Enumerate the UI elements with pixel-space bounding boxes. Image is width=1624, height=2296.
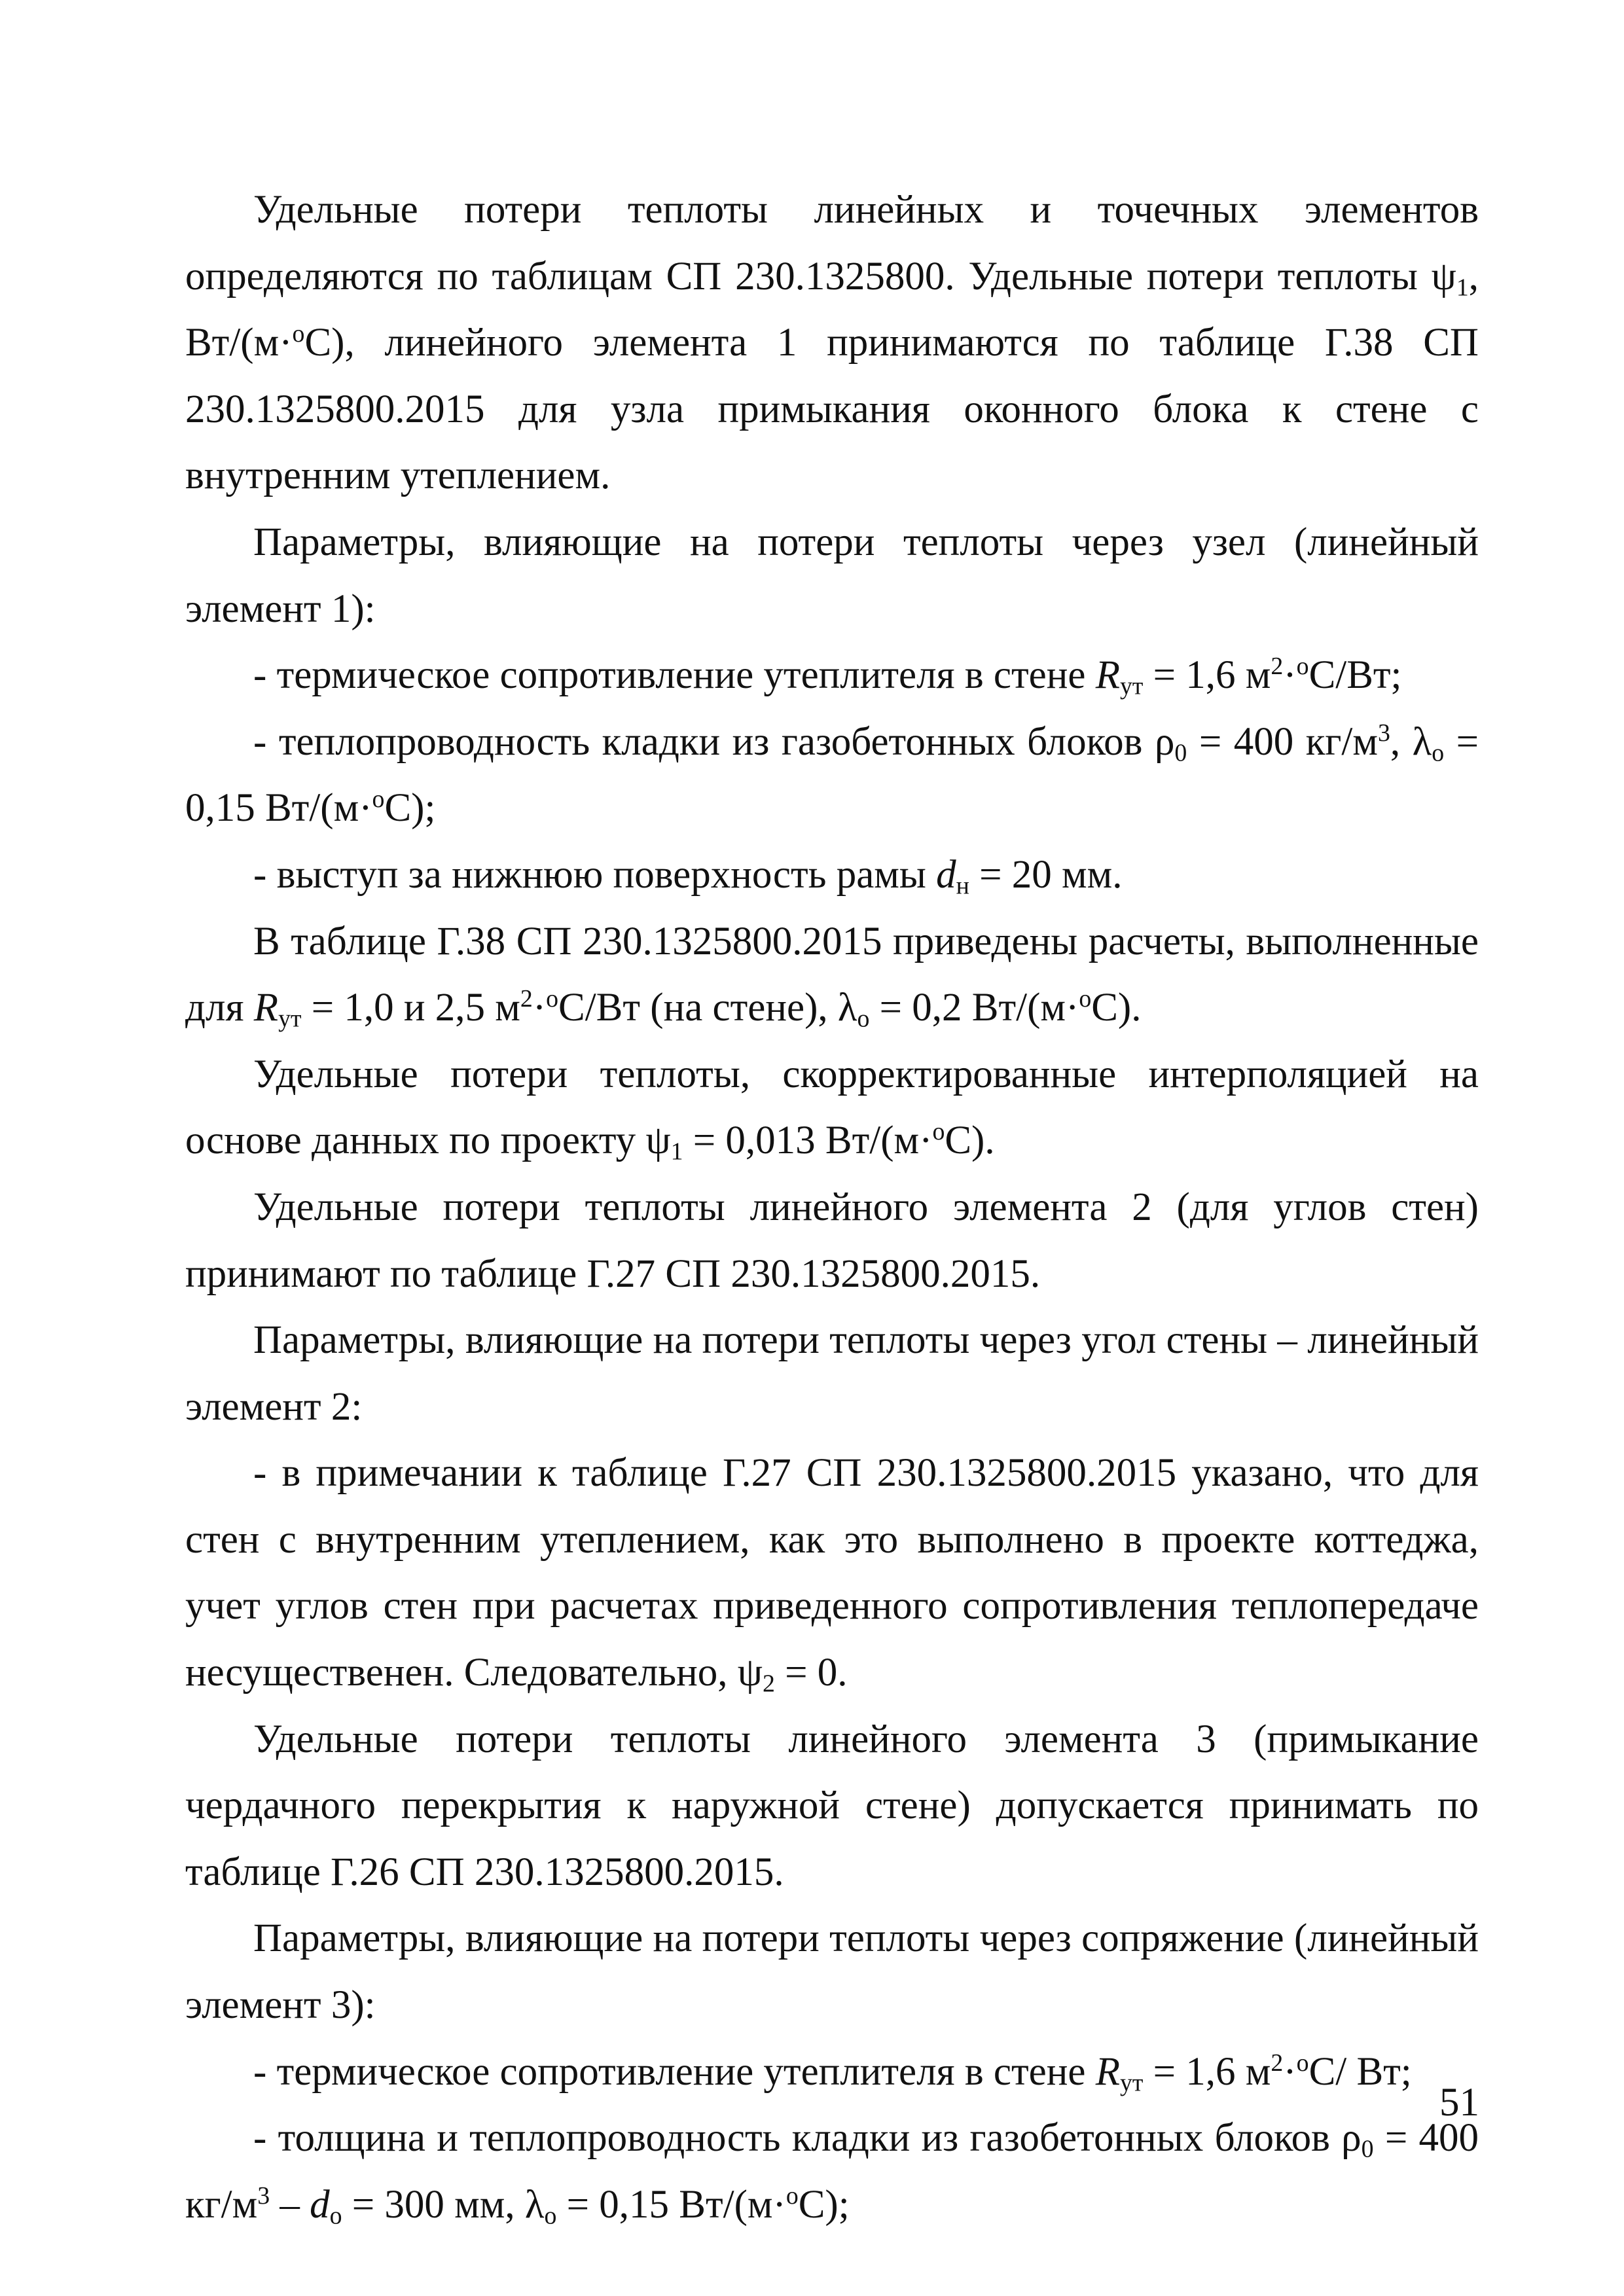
text-run: С/ Вт; [1308, 2049, 1412, 2094]
subscript: н [956, 872, 969, 900]
paragraph-4 [185, 709, 1479, 842]
superscript: 3 [1377, 719, 1390, 747]
text-run: = 0,15 Вт/(м· [556, 2182, 786, 2227]
text-run: Параметры, влияющие на потери теплоты через угол стены – линейный элемент 2: [185, 1318, 1479, 1429]
lambda-symbol: λ [524, 2182, 545, 2227]
text-run: Удельные потери теплоты линейного элемента 2 (для углов стен) принимают по таблице Г.27 СП 230.1325800.2015. [185, 1185, 1479, 1296]
text-run: С). [945, 1119, 995, 1163]
d-symbol: d [936, 852, 956, 897]
superscript: 2 [520, 985, 533, 1013]
text-run: · [532, 986, 547, 1030]
paragraph-11 [185, 1706, 1479, 1906]
text-run: - термическое сопротивление утеплителя в стене [253, 653, 1096, 698]
superscript: 2 [1271, 653, 1284, 681]
text-run: - термическое сопротивление утеплителя в стене [253, 2049, 1096, 2094]
text-run: С), линейного элемента 1 принимаются по таблице Г.38 СП 230.1325800.2015 для узла примыкания оконного блока к стене с внутренним утеплением. [185, 321, 1479, 498]
d-symbol: d [310, 2182, 330, 2227]
r-symbol: R [253, 986, 279, 1030]
document-body [185, 177, 1479, 2238]
paragraph-8 [185, 1174, 1479, 1307]
paragraph-1 [185, 177, 1479, 509]
lambda-symbol: λ [1412, 719, 1432, 764]
degree-mark: о [292, 320, 305, 348]
subscript: о [1432, 739, 1445, 767]
text-run: В таблице Г.38 СП 230.1325800.2015 приведены расчеты, выполненные для [185, 919, 1479, 1030]
subscript: ут [278, 1005, 302, 1033]
psi-symbol: ψ [1431, 254, 1456, 298]
text-run: - теплопроводность кладки из газобетонных блоков [253, 719, 1155, 764]
paragraph-3 [185, 642, 1479, 709]
text-run: = 0,15 Вт/(м· [185, 719, 1479, 831]
paragraph-10 [185, 1440, 1479, 1706]
text-run: С/Вт (на стене), [558, 986, 838, 1030]
text-run: С); [798, 2182, 850, 2227]
text-run: = 1,6 м [1143, 2049, 1271, 2094]
paragraph-7 [185, 1041, 1479, 1174]
text-run: - толщина и теплопроводность кладки из газобетонных блоков [253, 2116, 1342, 2161]
paragraph-9 [185, 1307, 1479, 1440]
text-run: Удельные потери теплоты, скорректированные интерполяцией на основе данных по проекту [185, 1052, 1479, 1163]
text-run: С/Вт; [1308, 653, 1402, 698]
text-run: , [1390, 719, 1413, 764]
subscript: 0 [1361, 2135, 1374, 2163]
degree-mark: о [372, 785, 385, 814]
degree-mark: о [1296, 653, 1309, 681]
text-run: · [1283, 653, 1297, 698]
degree-mark: о [1079, 985, 1092, 1013]
r-symbol: R [1095, 653, 1120, 698]
subscript: о [544, 2202, 557, 2230]
page-number: 51 [1439, 2081, 1479, 2125]
subscript: о [857, 1005, 870, 1033]
text-run: = 1,0 и 2,5 м [301, 986, 520, 1030]
superscript: 2 [1271, 2049, 1284, 2077]
subscript: о [329, 2202, 342, 2230]
subscript: ут [1119, 672, 1144, 700]
text-run: , Вт/(м· [185, 254, 1479, 365]
text-run: = 0,2 Вт/(м· [869, 986, 1079, 1030]
rho-symbol: ρ [1154, 719, 1175, 764]
rho-symbol: ρ [1341, 2116, 1362, 2161]
paragraph-14 [185, 2105, 1479, 2238]
text-run: = 20 мм. [969, 852, 1123, 897]
paragraph-6 [185, 908, 1479, 1041]
text-run: Параметры, влияющие на потери теплоты через узел (линейный элемент 1): [185, 520, 1479, 631]
text-run: = 0,013 Вт/(м· [683, 1119, 933, 1163]
text-run: = 300 мм, [342, 2182, 525, 2227]
text-run: С); [384, 786, 436, 831]
subscript: ут [1119, 2069, 1144, 2097]
text-run: С). [1091, 986, 1142, 1030]
degree-mark: о [932, 1118, 945, 1146]
r-symbol: R [1095, 2049, 1120, 2094]
text-run: - выступ за нижнюю поверхность рамы [253, 852, 937, 897]
degree-mark: о [546, 985, 559, 1013]
subscript: 0 [1174, 739, 1187, 767]
psi-symbol: ψ [645, 1119, 671, 1163]
psi-symbol: ψ [737, 1651, 763, 1695]
degree-mark: о [785, 2182, 799, 2210]
text-run: – [270, 2182, 310, 2227]
text-run: Удельные потери теплоты линейного элемента 3 (примыкание чердачного перекрытия к наружной стене) допускается принимать по таблице Г.26 СП 230.1325800.2015. [185, 1717, 1479, 1894]
text-run: - в примечании к таблице Г.27 СП 230.1325800.2015 указано, что для стен с внутренним утеплением, как это выполнено в проекте коттеджа, учет углов стен при расчетах приведенного сопротивления теплопередаче несущественен. Следовательно, [185, 1451, 1479, 1695]
text-run: Параметры, влияющие на потери теплоты через сопряжение (линейный элемент 3): [185, 1916, 1479, 2028]
lambda-symbol: λ [837, 986, 857, 1030]
paragraph-13 [185, 2039, 1479, 2106]
text-run: Удельные потери теплоты линейных и точечных элементов определяются по таблицам СП 230.1325800. Удельные потери теплоты [185, 188, 1479, 298]
paragraph-5 [185, 842, 1479, 908]
subscript: 1 [1456, 274, 1469, 302]
paragraph-12 [185, 1905, 1479, 2038]
text-run: = 400 кг/м [185, 2116, 1479, 2227]
subscript: 1 [670, 1138, 683, 1166]
text-run: = 1,6 м [1143, 653, 1271, 698]
text-run: · [1283, 2049, 1297, 2094]
subscript: 2 [762, 1670, 775, 1698]
paragraph-2 [185, 509, 1479, 642]
degree-mark: о [1296, 2049, 1309, 2077]
text-run: = 0. [774, 1651, 848, 1695]
superscript: 3 [257, 2182, 270, 2210]
text-run: = 400 кг/м [1187, 719, 1378, 764]
